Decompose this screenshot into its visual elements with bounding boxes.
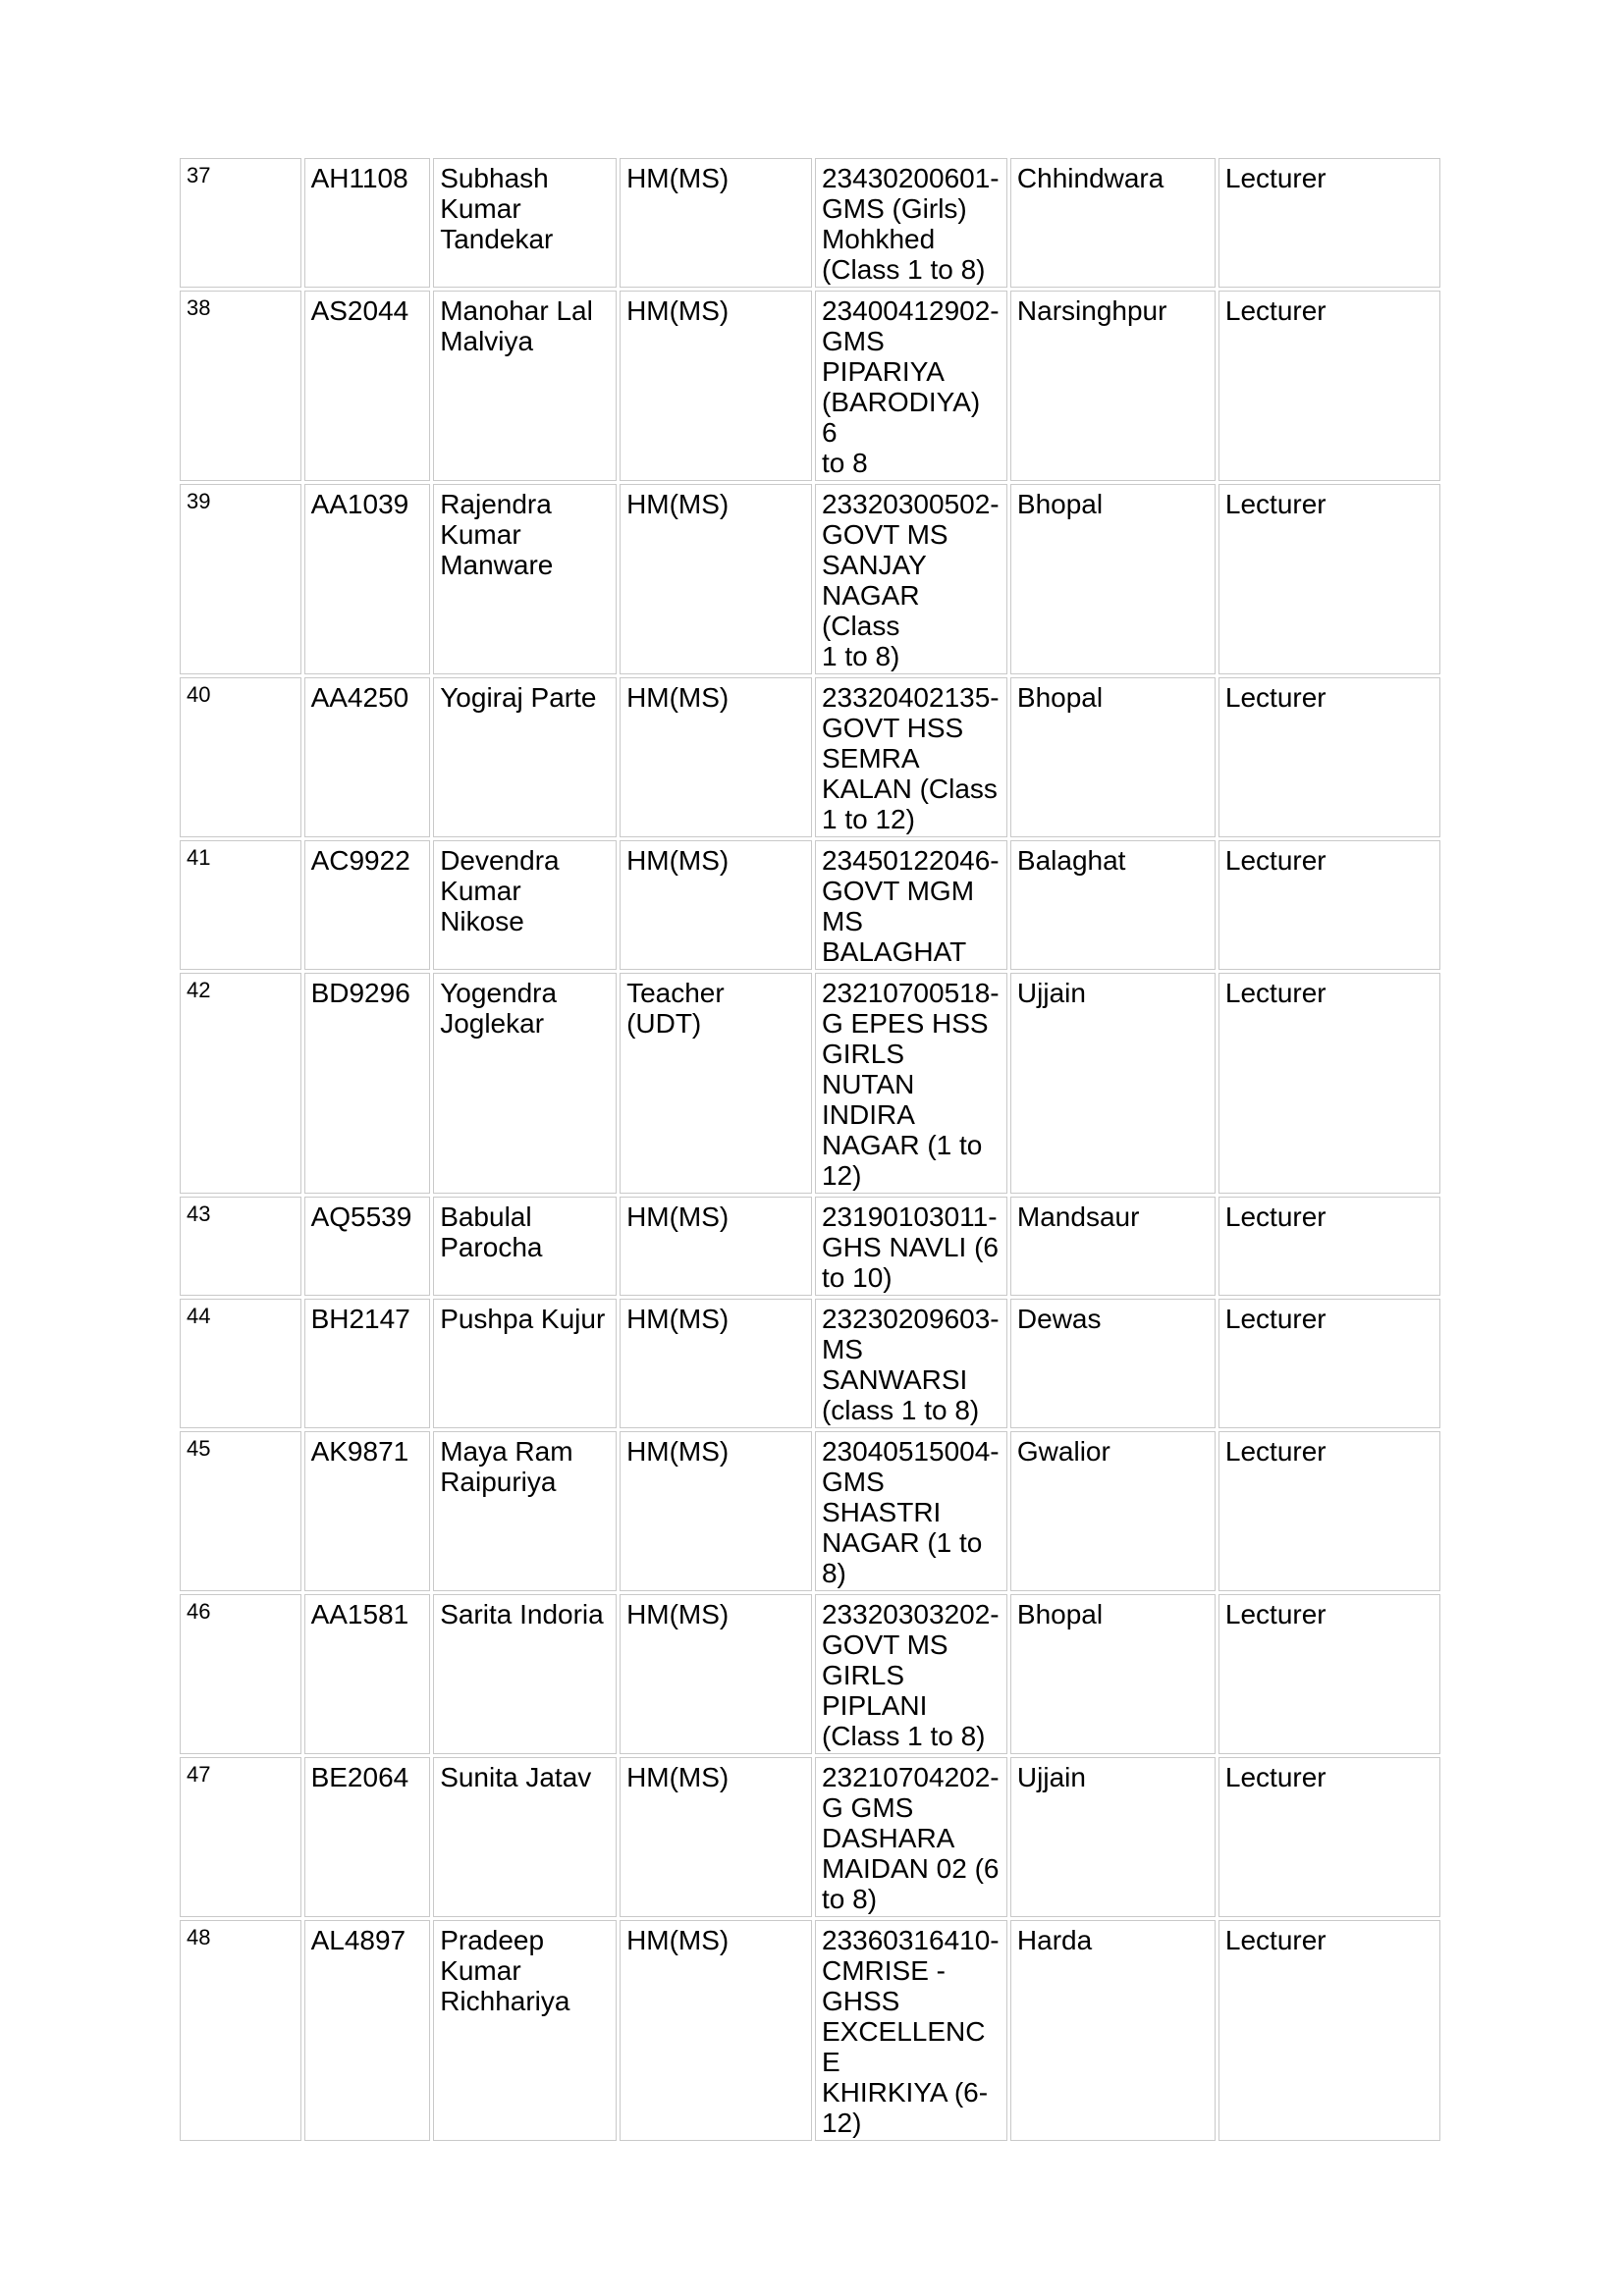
school-cell: 23190103011- GHS NAVLI (6 to 10): [815, 1197, 1007, 1296]
new-post-cell: Lecturer: [1218, 291, 1440, 481]
school-cell: 23320402135- GOVT HSS SEMRA KALAN (Class 1 to 12): [815, 677, 1007, 837]
serial-number-cell: 43: [180, 1197, 301, 1296]
current-post-cell: HM(MS): [620, 840, 812, 970]
employee-code-cell: BE2064: [304, 1757, 431, 1917]
new-post-cell: Lecturer: [1218, 973, 1440, 1194]
new-post-cell: Lecturer: [1218, 484, 1440, 674]
new-post-cell: Lecturer: [1218, 1431, 1440, 1591]
employee-code-cell: BH2147: [304, 1299, 431, 1428]
employee-name-cell: Babulal Parocha: [433, 1197, 617, 1296]
employee-code-cell: AA4250: [304, 677, 431, 837]
new-post-cell: Lecturer: [1218, 1594, 1440, 1754]
school-cell: 23210700518- G EPES HSS GIRLS NUTAN INDIRA NAGAR (1 to 12): [815, 973, 1007, 1194]
employee-code-cell: AL4897: [304, 1920, 431, 2141]
table-row: [180, 1299, 1440, 1428]
employee-code-cell: AC9922: [304, 840, 431, 970]
serial-number-cell: 38: [180, 291, 301, 481]
employee-name-cell: Sunita Jatav: [433, 1757, 617, 1917]
table-row: [180, 840, 1440, 970]
new-post-cell: Lecturer: [1218, 1757, 1440, 1917]
serial-number-cell: 48: [180, 1920, 301, 2141]
table-row: [180, 1594, 1440, 1754]
school-cell: 23320303202- GOVT MS GIRLS PIPLANI (Class 1 to 8): [815, 1594, 1007, 1754]
current-post-cell: HM(MS): [620, 1594, 812, 1754]
employee-name-cell: Yogendra Joglekar: [433, 973, 617, 1194]
employee-code-cell: AS2044: [304, 291, 431, 481]
school-cell: 23320300502- GOVT MS SANJAY NAGAR (Class 1 to 8): [815, 484, 1007, 674]
table-row: [180, 1197, 1440, 1296]
district-cell: Balaghat: [1010, 840, 1216, 970]
current-post-cell: HM(MS): [620, 1431, 812, 1591]
serial-number-cell: 39: [180, 484, 301, 674]
new-post-cell: Lecturer: [1218, 1920, 1440, 2141]
table-row: [180, 291, 1440, 481]
table-row: [180, 158, 1440, 288]
employee-code-cell: AH1108: [304, 158, 431, 288]
serial-number-cell: 45: [180, 1431, 301, 1591]
new-post-cell: Lecturer: [1218, 158, 1440, 288]
employee-code-cell: AK9871: [304, 1431, 431, 1591]
serial-number-cell: 41: [180, 840, 301, 970]
new-post-cell: Lecturer: [1218, 840, 1440, 970]
school-cell: 23230209603- MS SANWARSI (class 1 to 8): [815, 1299, 1007, 1428]
serial-number-cell: 46: [180, 1594, 301, 1754]
current-post-cell: HM(MS): [620, 158, 812, 288]
new-post-cell: Lecturer: [1218, 677, 1440, 837]
current-post-cell: HM(MS): [620, 1920, 812, 2141]
employee-name-cell: Manohar Lal Malviya: [433, 291, 617, 481]
table-row: [180, 1920, 1440, 2141]
employee-name-cell: Yogiraj Parte: [433, 677, 617, 837]
current-post-cell: HM(MS): [620, 1299, 812, 1428]
school-cell: 23040515004- GMS SHASTRI NAGAR (1 to 8): [815, 1431, 1007, 1591]
current-post-cell: HM(MS): [620, 484, 812, 674]
employee-code-cell: AA1039: [304, 484, 431, 674]
employee-code-cell: AA1581: [304, 1594, 431, 1754]
employee-name-cell: Rajendra Kumar Manware: [433, 484, 617, 674]
roster-table: [177, 155, 1443, 2144]
serial-number-cell: 37: [180, 158, 301, 288]
school-cell: 23360316410- CMRISE - GHSS EXCELLENCE KHIRKIYA (6- 12): [815, 1920, 1007, 2141]
district-cell: Harda: [1010, 1920, 1216, 2141]
employee-code-cell: BD9296: [304, 973, 431, 1194]
district-cell: Mandsaur: [1010, 1197, 1216, 1296]
table-row: [180, 973, 1440, 1194]
district-cell: Ujjain: [1010, 973, 1216, 1194]
employee-name-cell: Pradeep Kumar Richhariya: [433, 1920, 617, 2141]
current-post-cell: HM(MS): [620, 1197, 812, 1296]
employee-name-cell: Subhash Kumar Tandekar: [433, 158, 617, 288]
employee-name-cell: Devendra Kumar Nikose: [433, 840, 617, 970]
district-cell: Chhindwara: [1010, 158, 1216, 288]
table-row: [180, 484, 1440, 674]
district-cell: Bhopal: [1010, 1594, 1216, 1754]
district-cell: Narsinghpur: [1010, 291, 1216, 481]
district-cell: Dewas: [1010, 1299, 1216, 1428]
serial-number-cell: 47: [180, 1757, 301, 1917]
district-cell: Bhopal: [1010, 484, 1216, 674]
school-cell: 23430200601- GMS (Girls) Mohkhed (Class 1 to 8): [815, 158, 1007, 288]
school-cell: 23400412902- GMS PIPARIYA (BARODIYA) 6 to 8: [815, 291, 1007, 481]
serial-number-cell: 44: [180, 1299, 301, 1428]
table-row: [180, 1431, 1440, 1591]
current-post-cell: HM(MS): [620, 1757, 812, 1917]
new-post-cell: Lecturer: [1218, 1197, 1440, 1296]
current-post-cell: HM(MS): [620, 677, 812, 837]
table-row: [180, 677, 1440, 837]
new-post-cell: Lecturer: [1218, 1299, 1440, 1428]
serial-number-cell: 42: [180, 973, 301, 1194]
employee-name-cell: Maya Ram Raipuriya: [433, 1431, 617, 1591]
serial-number-cell: 40: [180, 677, 301, 837]
employee-name-cell: Sarita Indoria: [433, 1594, 617, 1754]
employee-code-cell: AQ5539: [304, 1197, 431, 1296]
school-cell: 23450122046- GOVT MGM MS BALAGHAT: [815, 840, 1007, 970]
district-cell: Ujjain: [1010, 1757, 1216, 1917]
district-cell: Bhopal: [1010, 677, 1216, 837]
current-post-cell: Teacher (UDT): [620, 973, 812, 1194]
school-cell: 23210704202- G GMS DASHARA MAIDAN 02 (6 to 8): [815, 1757, 1007, 1917]
table-row: [180, 1757, 1440, 1917]
district-cell: Gwalior: [1010, 1431, 1216, 1591]
current-post-cell: HM(MS): [620, 291, 812, 481]
employee-name-cell: Pushpa Kujur: [433, 1299, 617, 1428]
document-page: [177, 155, 1443, 2144]
